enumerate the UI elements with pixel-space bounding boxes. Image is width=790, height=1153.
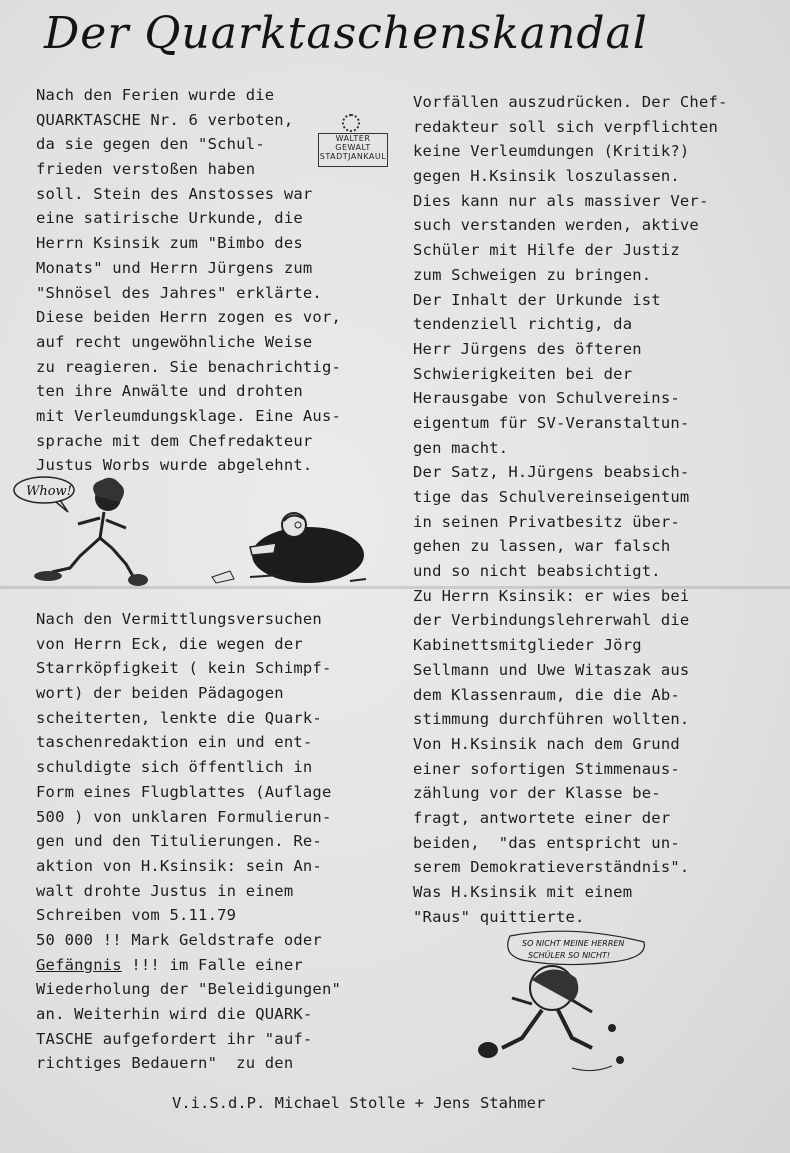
text-line: ten ihre Anwälte und drohten: [36, 382, 303, 401]
text-line: Dies kann nur als massiver Ver-: [413, 191, 709, 210]
text-line: da sie gegen den "Schul-: [36, 135, 265, 154]
column-left-top: [36, 83, 341, 478]
text-line: von Herrn Eck, die wegen der: [36, 634, 303, 653]
text-line-gefaengnis: [36, 953, 341, 978]
text-line: Nach den Ferien wurde die: [36, 86, 275, 104]
signature-line: V.i.S.d.P. Michael Stolle + Jens Stahmer: [172, 1094, 546, 1112]
text-line: schuldigte sich öffentlich in: [36, 758, 313, 777]
text-line: Justus Worbs wurde abgelehnt.: [36, 456, 313, 475]
text-line: serem Demokratieverständnis".: [413, 858, 690, 877]
text-line: "Shnösel des Jahres" erklärte.: [36, 283, 322, 302]
text-line: wort) der beiden Pädagogen: [36, 684, 284, 703]
text-line: gen macht.: [413, 438, 509, 457]
text-line: eigentum für SV-Veranstaltun-: [413, 413, 690, 432]
text-line: Form eines Flugblattes (Auflage: [36, 782, 332, 801]
stamp-seal-icon: [342, 114, 360, 132]
text-line: stimmung durchführen wollten.: [413, 710, 690, 729]
text-line: Sellmann und Uwe Witaszak aus: [413, 660, 690, 679]
text-line: Wiederholung der "Beleidigungen": [36, 980, 342, 999]
stamp-line: WALTER: [335, 134, 371, 143]
text-line: zählung vor der Klasse be-: [413, 784, 661, 803]
text-line: Schwierigkeiten bei der: [413, 364, 633, 383]
text-line: auf recht ungewöhnliche Weise: [36, 332, 313, 351]
text-line: tendenziell richtig, da: [413, 315, 633, 334]
text-line: Der Satz, H.Jürgens beabsich-: [413, 463, 690, 482]
text-line: 500 ) von unklaren Formulierun-: [36, 807, 332, 826]
text-fragment: !!! im Falle einer: [121, 955, 303, 974]
text-line: aktion von H.Ksinsik: sein An-: [36, 856, 322, 875]
text-line: Herausgabe von Schulvereins-: [413, 389, 680, 408]
text-line: Kabinettsmitglieder Jörg: [413, 636, 642, 655]
text-line: frieden verstoßen haben: [36, 160, 256, 179]
underlined-word: Gefängnis: [36, 955, 122, 974]
text-line: sprache mit dem Chefredakteur: [36, 431, 313, 450]
text-line: mit Verleumdungsklage. Eine Aus-: [36, 406, 342, 425]
text-line: Diese beiden Herrn zogen es vor,: [36, 308, 342, 327]
text-line: QUARKTASCHE Nr. 6 verboten,: [36, 110, 294, 129]
text-line: gegen H.Ksinsik loszulassen.: [413, 167, 680, 186]
text-line: Herr Jürgens des öfteren: [413, 339, 642, 358]
stamp-line: GEWALT: [335, 143, 371, 152]
text-line: 50 000 !! Mark Geldstrafe oder: [36, 930, 322, 949]
text-line: TASCHE aufgefordert ihr "auf-: [36, 1029, 313, 1048]
text-line: tige das Schulvereinseigentum: [413, 488, 690, 506]
column-right: [413, 90, 728, 929]
text-line: zu reagieren. Sie benachrichtig-: [36, 357, 342, 376]
text-line: Schüler mit Hilfe der Justiz: [413, 241, 680, 260]
text-line: beiden, "das entspricht un-: [413, 833, 680, 852]
text-line: zum Schweigen zu bringen.: [413, 265, 652, 284]
text-line: Zu Herrn Ksinsik: er wies bei: [413, 586, 690, 605]
text-line: in seinen Privatbesitz über-: [413, 512, 680, 531]
text-line: einer sofortigen Stimmenaus-: [413, 759, 680, 778]
cartoon-falling-figure: [462, 928, 652, 1078]
text-line: an. Weiterhin wird die QUARK-: [36, 1005, 313, 1023]
cartoon-running-figure: [8, 468, 158, 598]
text-line: Monats" und Herrn Jürgens zum: [36, 258, 313, 277]
text-line: Herrn Ksinsik zum "Bimbo des: [36, 234, 303, 253]
text-line: Nach den Vermittlungsversuchen: [36, 610, 322, 628]
text-line: soll. Stein des Anstosses war: [36, 184, 313, 203]
text-line: Starrköpfigkeit ( kein Schimpf-: [36, 659, 332, 678]
cartoon-crouching-figure: [210, 505, 370, 590]
text-line: und so nicht beabsichtigt.: [413, 562, 661, 581]
text-line: taschenredaktion ein und ent-: [36, 733, 313, 752]
column-left-bottom: [36, 607, 341, 1076]
text-line: dem Klassenraum, die die Ab-: [413, 685, 680, 704]
text-line: such verstanden werden, aktive: [413, 216, 699, 235]
speech-bubble-text: Whow!: [26, 484, 72, 499]
text-line: richtiges Bedauern" zu den: [36, 1054, 294, 1073]
speech-bubble-line: SCHÜLER SO NICHT!: [528, 951, 611, 960]
text-line: Schreiben vom 5.11.79: [36, 906, 237, 925]
speech-bubble-line: SO NICHT MEINE HERREN: [522, 939, 625, 948]
text-line: Von H.Ksinsik nach dem Grund: [413, 734, 680, 753]
text-line: Der Inhalt der Urkunde ist: [413, 290, 661, 309]
text-line: fragt, antwortete einer der: [413, 808, 671, 827]
text-line: gen und den Titulierungen. Re-: [36, 832, 322, 851]
text-line: redakteur soll sich verpflichten: [413, 117, 719, 136]
text-line: gehen zu lassen, war falsch: [413, 537, 671, 556]
text-line: "Raus" quittierte.: [413, 907, 585, 926]
stamp-line: STADTJANKAUL: [319, 152, 387, 161]
text-line: der Verbindungslehrerwahl die: [413, 611, 690, 630]
page-title: Der Quarktaschenskandal: [44, 8, 648, 59]
text-line: Vorfällen auszudrücken. Der Chef-: [413, 93, 728, 111]
text-line: keine Verleumdungen (Kritik?): [413, 142, 690, 161]
text-line: eine satirische Urkunde, die: [36, 209, 303, 228]
text-line: Was H.Ksinsik mit einem: [413, 883, 633, 901]
text-line: scheiterten, lenkte die Quark-: [36, 708, 322, 727]
text-line: walt drohte Justus in einem: [36, 881, 294, 900]
